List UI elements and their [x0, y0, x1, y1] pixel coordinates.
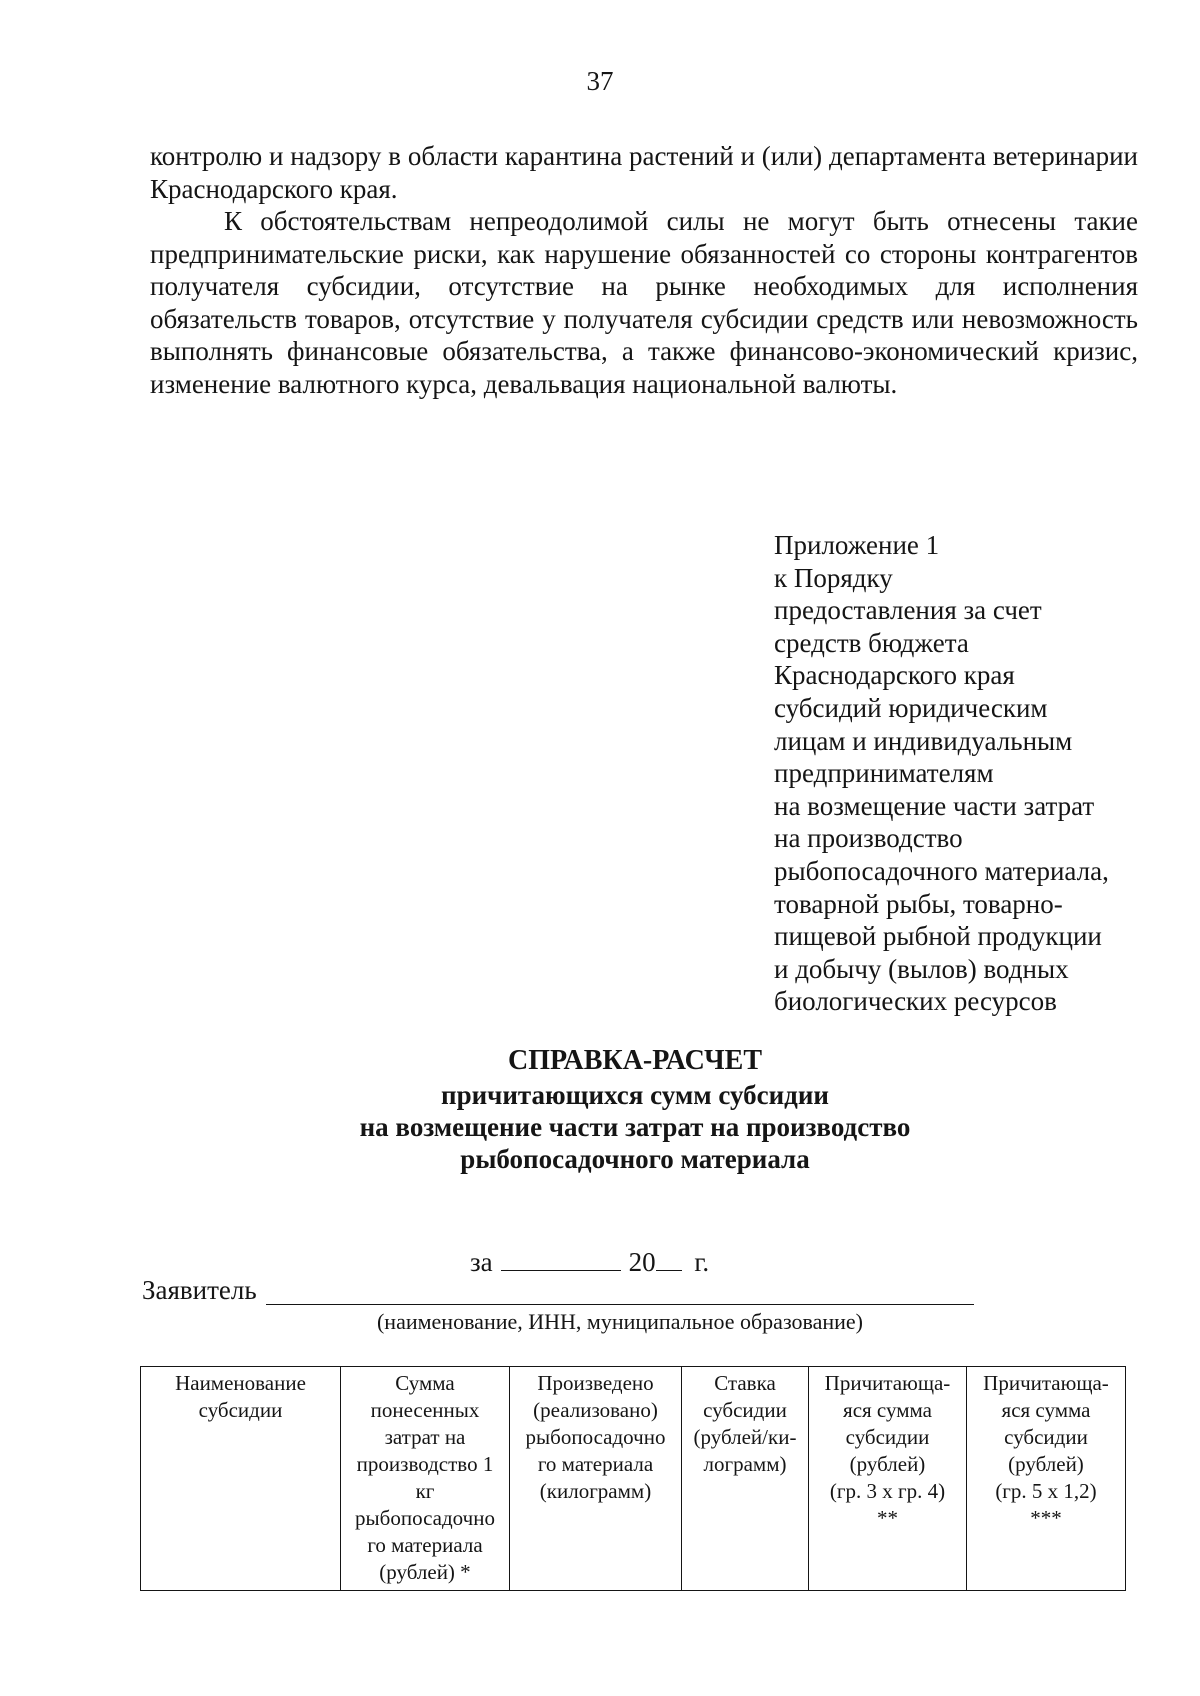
- header-line: (килограмм): [539, 1479, 652, 1503]
- paragraph-force-majeure: К обстоятельствам непреодолимой силы не могут быть отнесены такие предпринимательские риски, как нарушение обязанностей со стороны контрагентов получателя субсидии, отсутствие на рынке необходимых для исполнения обязательств товаров, отсутствие у получателя субсидии средств или невозможность выполнять финансовые обязательства, а также финансово-экономический кризис, изменение валютного курса, девальвация национальной валюты.: [150, 206, 1138, 399]
- header-line: затрат на: [384, 1425, 466, 1449]
- header-line: кг: [415, 1479, 435, 1503]
- header-line: Причитающа-: [983, 1371, 1109, 1395]
- applicant-input-line[interactable]: [266, 1304, 974, 1305]
- period-blank[interactable]: [501, 1246, 621, 1271]
- header-line: яся сумма: [843, 1398, 932, 1422]
- appendix-line: предоставления за счет: [774, 595, 1042, 626]
- header-costs-per-kg: [341, 1367, 510, 1591]
- appendix-line: на возмещение части затрат: [774, 790, 1095, 821]
- page-number: 37: [586, 66, 614, 96]
- header-produced-volume: [510, 1367, 682, 1591]
- appendix-line: средств бюджета: [774, 627, 969, 658]
- appendix-line: пищевой рыбной продукции: [774, 921, 1102, 952]
- title-line: рыбопосадочного материала: [460, 1144, 810, 1174]
- header-line: Ставка: [714, 1371, 776, 1395]
- appendix-line: субсидий юридическим: [774, 692, 1048, 723]
- appendix-line: на производство: [774, 823, 963, 854]
- header-line: рыбопосадочно: [355, 1506, 495, 1530]
- header-line: (рублей): [849, 1452, 926, 1476]
- header-line: **: [877, 1506, 898, 1530]
- header-line: рыбопосадочно: [525, 1425, 666, 1449]
- header-line: го материала: [367, 1533, 483, 1557]
- header-line: субсидии: [1004, 1425, 1088, 1449]
- header-due-amount-rate: [809, 1367, 967, 1591]
- appendix-line: лицам и индивидуальным: [774, 725, 1073, 756]
- title-main: СПРАВКА-РАСЧЕТ: [507, 1045, 763, 1076]
- header-line: понесенных: [370, 1398, 480, 1422]
- title-line: причитающихся сумм субсидии: [441, 1080, 829, 1110]
- applicant-hint: (наименование, ИНН, муниципальное образование): [376, 1309, 864, 1334]
- year-blank[interactable]: [656, 1246, 682, 1271]
- appendix-note: [774, 529, 1154, 1018]
- header-line: (рублей) *: [379, 1560, 471, 1584]
- header-subsidy-name: [141, 1367, 341, 1591]
- header-line: (гр. 5 х 1,2): [995, 1479, 1097, 1503]
- applicant-label: Заявитель: [142, 1275, 257, 1305]
- header-line: Наименование: [175, 1371, 306, 1395]
- appendix-line: товарной рыбы, товарно-: [774, 888, 1063, 919]
- period-line: [470, 1246, 709, 1278]
- header-line: (гр. 3 х гр. 4): [829, 1479, 946, 1503]
- header-line: го материала: [537, 1452, 654, 1476]
- year-suffix: г.: [694, 1247, 710, 1277]
- header-line: (рублей/ки-: [693, 1425, 797, 1449]
- appendix-line: рыбопосадочного материала,: [774, 855, 1109, 886]
- appendix-line: предпринимателям: [774, 758, 994, 789]
- header-line: яся сумма: [1001, 1398, 1091, 1422]
- header-line: Причитающа-: [824, 1371, 951, 1395]
- appendix-line: Приложение 1: [774, 530, 940, 560]
- title-line: на возмещение части затрат на производство: [359, 1112, 911, 1142]
- header-subsidy-rate: [682, 1367, 809, 1591]
- appendix-line: биологических ресурсов: [774, 986, 1057, 1017]
- header-due-amount-cost: [967, 1367, 1126, 1591]
- appendix-line: и добычу (вылов) водных: [774, 953, 1069, 984]
- header-line: субсидии: [703, 1398, 787, 1422]
- header-line: (рублей): [1008, 1452, 1084, 1476]
- header-line: (реализовано): [533, 1398, 658, 1422]
- header-line: Произведено: [537, 1371, 654, 1395]
- header-line: субсидии: [198, 1398, 283, 1422]
- body-text: [150, 140, 1138, 400]
- header-line: производство 1: [356, 1452, 494, 1476]
- header-line: ***: [1030, 1506, 1062, 1530]
- header-line: субсидии: [845, 1425, 930, 1449]
- appendix-line: Краснодарского края: [774, 660, 1015, 691]
- period-prefix: за: [470, 1247, 493, 1277]
- document-title: [0, 1043, 1200, 1175]
- year-prefix: 20: [628, 1247, 656, 1277]
- appendix-line: к Порядку: [774, 562, 893, 593]
- subsidy-calculation-table: [140, 1366, 1126, 1591]
- header-line: Сумма: [395, 1371, 455, 1395]
- header-line: лограмм): [703, 1452, 787, 1476]
- table-header-row: [141, 1367, 1126, 1591]
- paragraph-continuation: контролю и надзору в области карантина растений и (или) департамента ветеринарии Краснодарского края.: [150, 141, 1138, 204]
